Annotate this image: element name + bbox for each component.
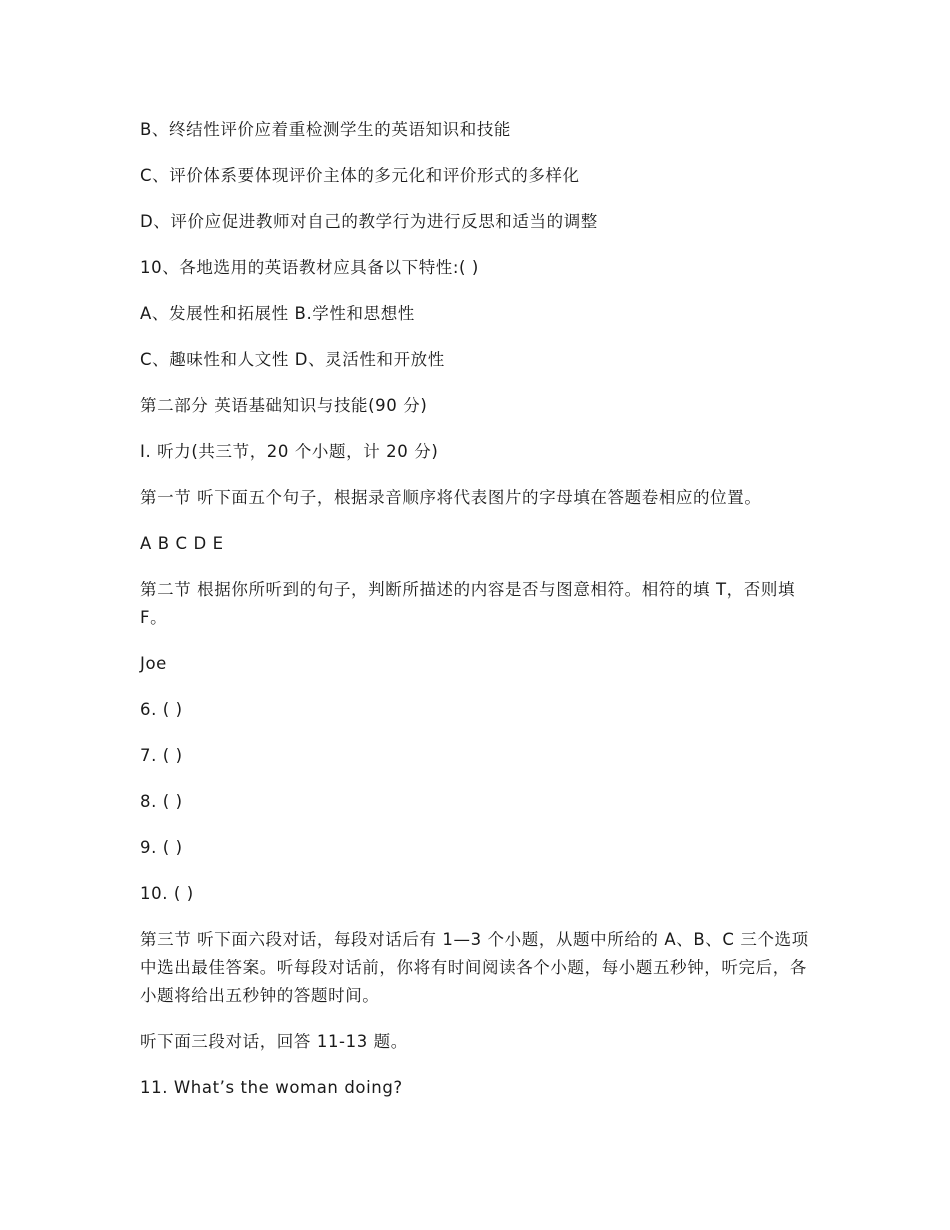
question-10-options-c-d: C、趣味性和人文性 D、灵活性和开放性	[140, 350, 445, 369]
picture-letters: A B C D E	[140, 534, 224, 553]
answer-item-10: 10. ( )	[140, 884, 194, 903]
answer-item-6: 6. ( )	[140, 700, 183, 719]
answer-item-9: 9. ( )	[140, 838, 183, 857]
listening-heading: I. 听力(共三节，20 个小题，计 20 分)	[140, 442, 439, 461]
section-three-instructions: 第三节 听下面六段对话，每段对话后有 1—3 个小题，从题中所给的 A、B、C 三个选项中选出最佳答案。听每段对话前，你将有时间阅读各个小题，每小题五秒钟，听完后，各小题将给出五秒钟的答题时间。	[140, 930, 809, 1005]
answer-item-8: 8. ( )	[140, 792, 183, 811]
option-c-evaluation-system: C、评价体系要体现评价主体的多元化和评价形式的多样化	[140, 166, 580, 185]
document-body	[140, 116, 812, 1120]
question-10-textbook-features: 10、各地选用的英语教材应具备以下特性:( )	[140, 258, 479, 277]
part-two-heading: 第二部分 英语基础知识与技能(90 分)	[140, 396, 428, 415]
answer-item-7: 7. ( )	[140, 746, 183, 765]
option-b-summative-evaluation: B、终结性评价应着重检测学生的英语知识和技能	[140, 120, 512, 139]
question-10-options-a-b: A、发展性和拓展性 B.学性和思想性	[140, 304, 415, 323]
option-d-teacher-reflection: D、评价应促进教师对自己的教学行为进行反思和适当的调整	[140, 212, 598, 231]
name-label-joe: Joe	[140, 654, 167, 673]
question-11: 11. What’s the woman doing?	[140, 1078, 403, 1097]
dialogue-group-instruction: 听下面三段对话，回答 11-13 题。	[140, 1032, 408, 1051]
section-one-instructions: 第一节 听下面五个句子，根据录音顺序将代表图片的字母填在答题卷相应的位置。	[140, 488, 762, 507]
section-two-instructions: 第二节 根据你所听到的句子，判断所描述的内容是否与图意相符。相符的填 T，否则填 F。	[140, 580, 801, 627]
